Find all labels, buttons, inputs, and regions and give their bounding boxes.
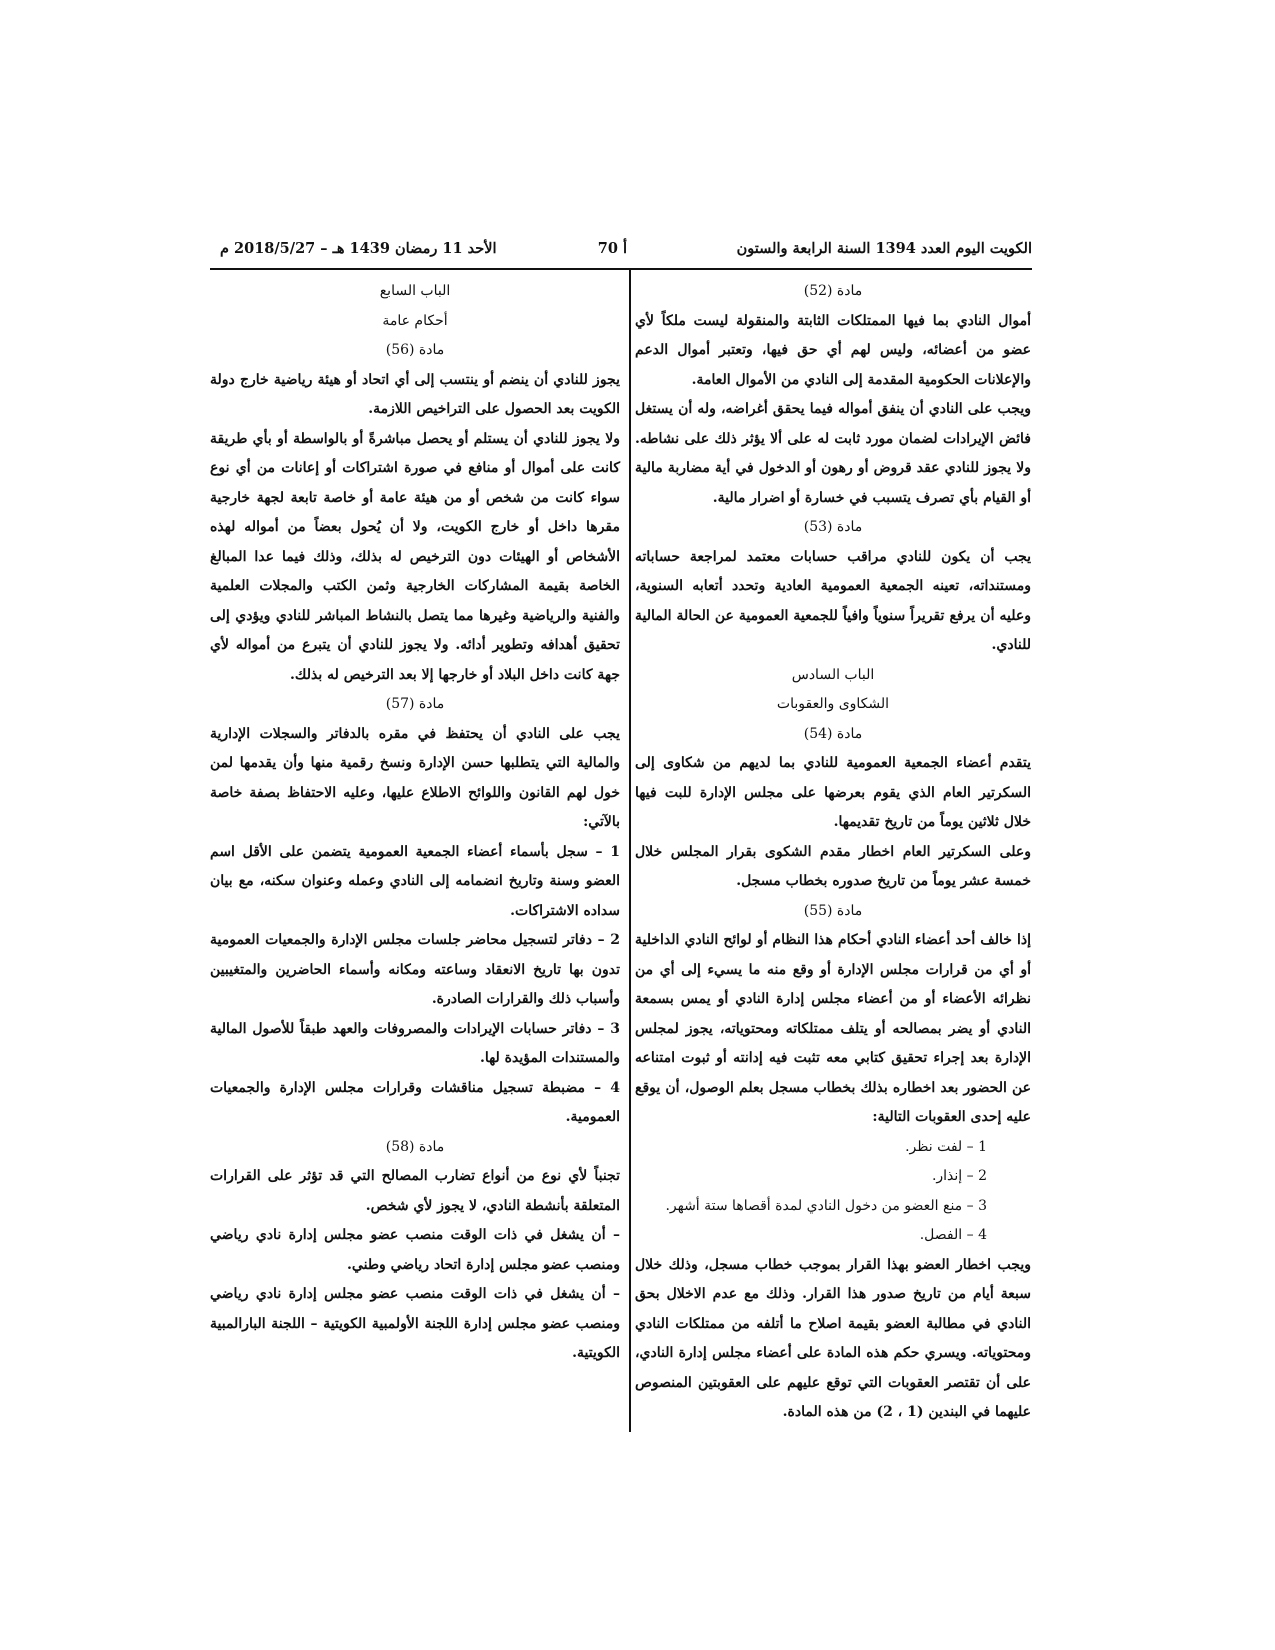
paragraph: وعلى السكرتير العام اخطار مقدم الشكوى بقرار المجلس خلال خمسة عشر يوماً من تاريخ صدوره بخطاب مسجل. [635,843,1031,889]
list-item: 3 – منع العضو من دخول النادي لمدة أقصاها ستة أشهر. [665,1197,987,1214]
page-header [210,240,1032,264]
paragraph: 1 – سجل بأسماء أعضاء الجمعية العمومية يتضمن على الأقل اسم العضو وسنة وتاريخ انضمامه إلى النادي وعمله وعنوان سكنه، مع بيان سداده الاشتراكات. [210,843,620,919]
column-divider [629,270,631,1432]
paragraph: يجب أن يكون للنادي مراقب حسابات معتمد لمراجعة حساباته ومستنداته، تعينه الجمعية العمومية العادية وتحدد أتعابه السنوية، وعليه أن يرفع تقريراً سنوياً وافياً للجمعية العمومية عن الحالة المالية للنادي. [635,548,1031,653]
paragraph: يجب على النادي أن يحتفظ في مقره بالدفاتر والسجلات الإدارية والمالية التي يتطلبها حسن الإدارة ونسخ رقمية منها وأن يقدمها لمن خول لهم القانون واللوائح الاطلاع عليها، وعليه الاحتفاظ بصفة خاصة بالآتي: [210,725,620,830]
article-heading: مادة (52) [803,283,863,299]
article-heading: مادة (58) [385,1138,445,1155]
left-column [210,277,620,1369]
article-heading: مادة (57) [385,696,445,712]
paragraph: ولا يجوز للنادي أن يستلم أو يحصل مباشرةً أو بالواسطة أو بأي طريقة كانت على أموال أو منافع في صورة اشتراكات أو إعانات من أي نوع سواء كانت من شخص أو من هيئة عامة أو خاصة تابعة لجهة خارجية مقرها داخل أو خارج الكويت، ولا أن يُحول بعضاً من أمواله لهذه الأشخاص أو الهيئات دون الترخيص له بذلك، وذلك فيما عدا المبالغ الخاصة بقيمة المشاركات الخارجية وثمن الكتب والمجلات العلمية والفنية والرياضية وغيرها مما يتصل بالنشاط المباشر للنادي ويؤدي إلى تحقيق أهدافه وتطوير أدائه. ولا يجوز للنادي أن يتبرع من أمواله لأي جهة كانت داخل البلاد أو خارجها إلا بعد الترخيص له بذلك. [210,430,620,683]
right-column [635,277,1031,1428]
paragraph: ويجب على النادي أن ينفق أمواله فيما يحقق أغراضه، وله أن يستغل فائض الإيرادات لضمان مورد ثابت له على ألا يؤثر ذلك على نشاطه. ولا يجوز للنادي عقد قروض أو رهون أو الدخول في أية مضاربة مالية أو القيام بأي تصرف يتسبب في خسارة أو اضرار مالية. [635,401,1031,506]
article-heading: مادة (54) [803,725,863,742]
list-item: 1 – لفت نظر. [905,1138,987,1155]
paragraph: 4 – مضبطة تسجيل مناقشات وقرارات مجلس الإدارة والجمعيات العمومية. [210,1079,620,1125]
section-heading: الباب السابع [379,283,451,299]
paragraph: يتقدم أعضاء الجمعية العمومية للنادي بما لديهم من شكاوى إلى السكرتير العام الذي يقوم بعرضها على مجلس الإدارة للبت فيها خلال ثلاثين يوماً من تاريخ تقديمها. [635,755,1031,830]
issue-date: الأحد 11 رمضان 1439 هـ – 2018/5/27 م [220,240,497,257]
paragraph: – أن يشغل في ذات الوقت منصب عضو مجلس إدارة نادي رياضي ومنصب عضو مجلس إدارة اتحاد رياضي وطني. [210,1227,620,1273]
paragraph: – أن يشغل في ذات الوقت منصب عضو مجلس إدارة نادي رياضي ومنصب عضو مجلس إدارة اللجنة الأولمبية الكويتية – اللجنة البارالمبية الكويتية. [210,1286,620,1361]
page-number: أ 70 [597,240,627,257]
list-item: 2 – إنذار. [931,1168,987,1184]
header-rule [210,268,1032,270]
paragraph: يجوز للنادي أن ينضم أو ينتسب إلى أي اتحاد أو هيئة رياضية خارج دولة الكويت بعد الحصول على التراخيص اللازمة. [210,371,620,417]
paragraph: أموال النادي بما فيها الممتلكات الثابتة والمنقولة ليست ملكاً لأي عضو من أعضائه، وليس لهم أي حق فيها، وتعتبر أموال الدعم والإعلانات الحكومية المقدمة إلى النادي من الأموال العامة. [635,312,1031,388]
paragraph: ويجب اخطار العضو بهذا القرار بموجب خطاب مسجل، وذلك خلال سبعة أيام من تاريخ صدور هذا القرار. وذلك مع عدم الاخلال بحق النادي في مطالبة العضو بقيمة اصلاح ما أتلفه من ممتلكات النادي ومحتوياته. ويسري حكم هذه المادة على أعضاء مجلس إدارة النادي، على أن تقتصر العقوبات التي توقع عليهم على العقوبتين المنصوص عليهما في البندين (1 ، 2) من هذه المادة. [635,1256,1031,1420]
section-heading: الباب السادس [791,666,875,683]
paragraph: إذا خالف أحد أعضاء النادي أحكام هذا النظام أو لوائح النادي الداخلية أو أي من قرارات مجلس الإدارة أو وقع منه ما يسيء إلى أي من نظرائه الأعضاء أو من أعضاء مجلس إدارة النادي أو يمس بسمعة النادي أو يضر بمصالحه أو يتلف ممتلكاته ومحتوياته، يجوز لمجلس الإدارة بعد إجراء تحقيق كتابي معه تثبت فيه إدانته أو ثبوت امتناعه عن الحضور بعد اخطاره بذلك بخطاب مسجل بعلم الوصول، أن يوقع عليه إحدى العقوبات التالية: [635,932,1031,1125]
article-heading: مادة (55) [803,902,863,919]
list-item: 4 – الفصل. [919,1227,987,1243]
article-heading: مادة (56) [385,342,445,358]
paragraph: 2 – دفاتر لتسجيل محاضر جلسات مجلس الإدارة والجمعيات العمومية تدون بها تاريخ الانعقاد وساعته ومكانه وأسماء الحاضرين والمتغيبين وأسباب ذلك والقرارات الصادرة. [210,932,620,1007]
article-heading: مادة (53) [803,519,863,535]
section-heading: أحكام عامة [382,312,448,329]
paragraph: تجنباً لأي نوع من أنواع تضارب المصالح التي قد تؤثر على القرارات المتعلقة بأنشطة النادي، لا يجوز لأي شخص. [210,1168,620,1214]
paragraph: 3 – دفاتر حسابات الإيرادات والمصروفات والعهد طبقاً للأصول المالية والمستندات المؤيدة لها. [210,1020,620,1066]
section-heading: الشكاوى والعقوبات [776,696,890,712]
publication-info: الكويت اليوم العدد 1394 السنة الرابعة والستون [736,240,1032,257]
